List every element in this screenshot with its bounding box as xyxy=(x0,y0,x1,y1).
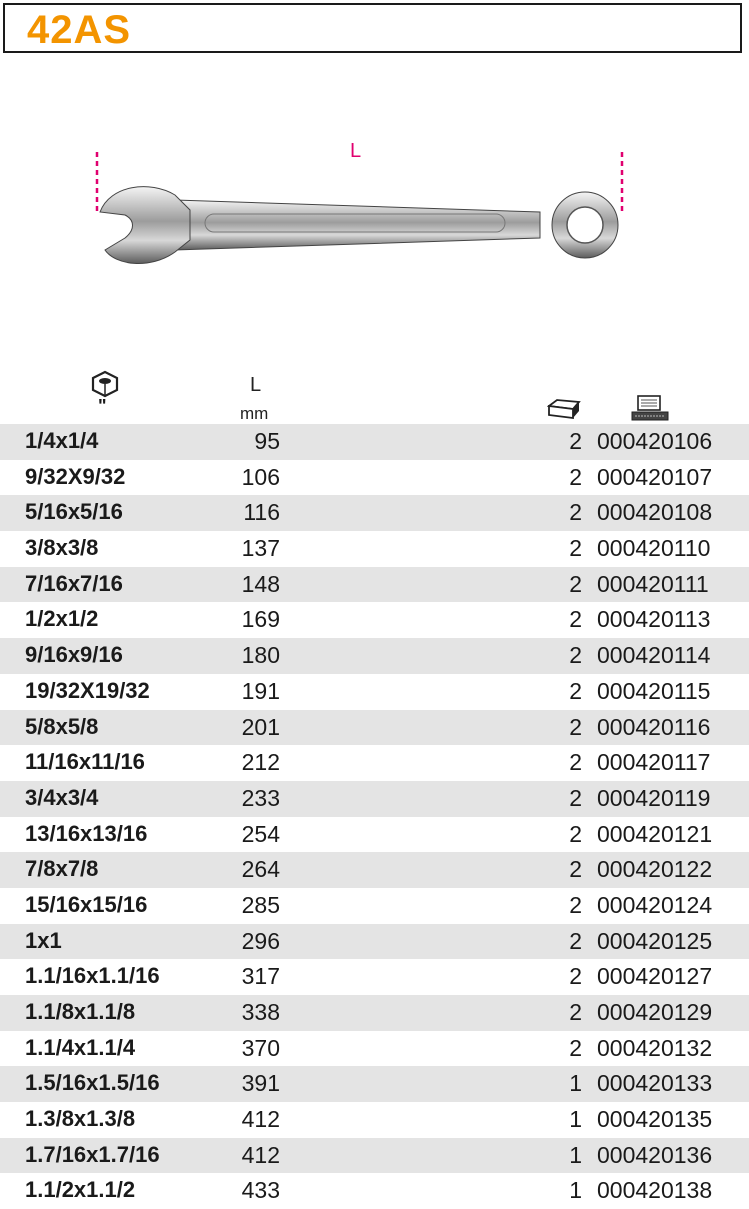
article-code-cell: 000420110 xyxy=(597,535,711,562)
quantity-cell: 2 xyxy=(569,642,582,669)
size-cell: 1.7/16x1.7/16 xyxy=(25,1141,160,1167)
quantity-cell: 2 xyxy=(569,535,582,562)
length-cell: 212 xyxy=(241,749,280,776)
article-code-cell: 000420113 xyxy=(597,606,711,633)
length-cell: 148 xyxy=(241,570,280,597)
size-cell: 1x1 xyxy=(25,927,62,953)
article-code-cell: 000420108 xyxy=(597,499,713,526)
article-code-cell: 000420132 xyxy=(597,1034,713,1061)
size-cell: 1/2x1/2 xyxy=(25,606,99,632)
quantity-cell: 2 xyxy=(569,570,582,597)
table-row xyxy=(0,531,749,567)
article-code-cell: 000420125 xyxy=(597,927,713,954)
size-cell: 1.1/4x1.1/4 xyxy=(25,1034,136,1060)
length-cell: 285 xyxy=(241,891,280,918)
table-row xyxy=(0,710,749,746)
table-row xyxy=(0,567,749,603)
quantity-cell: 2 xyxy=(569,927,582,954)
table-row xyxy=(0,638,749,674)
article-code-cell: 000420133 xyxy=(597,1070,713,1097)
length-cell: 201 xyxy=(241,713,280,740)
article-code-cell: 000420136 xyxy=(597,1141,713,1168)
table-row xyxy=(0,995,749,1031)
table-row xyxy=(0,959,749,995)
length-cell: 116 xyxy=(243,499,280,526)
size-cell: 1/4x1/4 xyxy=(25,428,99,453)
quantity-cell: 1 xyxy=(569,1106,582,1133)
size-cell: 9/16x9/16 xyxy=(25,642,123,668)
length-cell: 169 xyxy=(241,606,280,633)
table-row xyxy=(0,1138,749,1174)
quantity-cell: 2 xyxy=(569,999,582,1025)
quantity-cell: 2 xyxy=(569,963,582,990)
product-table xyxy=(0,424,749,1209)
length-cell: 95 xyxy=(254,428,280,454)
table-row xyxy=(0,495,749,531)
size-cell: 1.3/8x1.3/8 xyxy=(25,1106,136,1132)
length-cell: 106 xyxy=(241,463,280,490)
page-title: 42AS xyxy=(27,8,132,52)
length-cell: 338 xyxy=(241,999,280,1025)
wrench-handle xyxy=(175,200,540,250)
quantity-cell: 1 xyxy=(569,1177,582,1204)
length-cell: 180 xyxy=(241,642,280,669)
article-code-cell: 000420117 xyxy=(597,749,711,776)
size-cell: 7/8x7/8 xyxy=(25,856,99,882)
article-code-cell: 000420121 xyxy=(597,820,713,847)
table-row xyxy=(0,924,749,960)
table-row xyxy=(0,674,749,710)
size-cell: 5/16x5/16 xyxy=(25,499,123,525)
length-cell: 412 xyxy=(241,1106,280,1133)
package-box-icon xyxy=(547,398,581,420)
table-row xyxy=(0,460,749,496)
size-cell: 1.1/16x1.1/16 xyxy=(25,963,160,989)
table-row xyxy=(0,817,749,853)
table-row xyxy=(0,745,749,781)
table-row xyxy=(0,424,749,460)
title-bar xyxy=(3,3,742,53)
article-code-cell: 000420115 xyxy=(597,677,711,704)
size-cell: 9/32X9/32 xyxy=(25,463,126,489)
length-cell: 391 xyxy=(241,1070,280,1097)
article-code-cell: 000420135 xyxy=(597,1106,713,1133)
article-code-cell: 000420129 xyxy=(597,999,713,1025)
wrench-open-end xyxy=(100,187,190,264)
dimension-label: L xyxy=(350,140,362,162)
article-code-cell: 000420127 xyxy=(597,963,713,990)
table-row xyxy=(0,1173,749,1209)
length-cell: 412 xyxy=(241,1141,280,1168)
table-row xyxy=(0,781,749,817)
computer-terminal-icon xyxy=(630,394,670,422)
table-row xyxy=(0,602,749,638)
size-cell: 11/16x11/16 xyxy=(25,749,145,775)
size-cell: 1.1/8x1.1/8 xyxy=(25,999,136,1024)
article-code-cell: 000420114 xyxy=(597,642,711,669)
length-cell: 317 xyxy=(241,963,280,990)
table-row xyxy=(0,1066,749,1102)
article-code-cell: 000420111 xyxy=(597,570,709,597)
article-code-cell: 000420122 xyxy=(597,856,713,883)
length-cell: 137 xyxy=(241,535,280,562)
quantity-cell: 2 xyxy=(569,820,582,847)
length-cell: 264 xyxy=(241,856,280,883)
article-code-cell: 000420124 xyxy=(597,891,713,918)
article-code-cell: 000420106 xyxy=(597,428,713,454)
quantity-cell: 1 xyxy=(569,1141,582,1168)
table-row xyxy=(0,1031,749,1067)
size-cell: 13/16x13/16 xyxy=(25,820,148,846)
table-row xyxy=(0,1102,749,1138)
article-code-cell: 000420107 xyxy=(597,463,713,490)
quantity-cell: 2 xyxy=(569,713,582,740)
length-cell: 433 xyxy=(241,1177,280,1204)
quantity-cell: 2 xyxy=(569,499,582,526)
length-cell: 191 xyxy=(241,677,280,704)
length-cell: 254 xyxy=(241,820,280,847)
size-cell: 1.5/16x1.5/16 xyxy=(25,1070,160,1096)
size-cell: 7/16x7/16 xyxy=(25,570,123,596)
size-cell: 1.1/2x1.1/2 xyxy=(25,1177,136,1203)
size-cell: 3/4x3/4 xyxy=(25,784,99,810)
quantity-cell: 2 xyxy=(569,749,582,776)
quantity-cell: 2 xyxy=(569,784,582,811)
size-cell: 5/8x5/8 xyxy=(25,713,99,739)
size-unit-label: " xyxy=(98,396,107,416)
article-code-cell: 000420119 xyxy=(597,784,711,811)
quantity-cell: 2 xyxy=(569,891,582,918)
size-cell: 15/16x15/16 xyxy=(25,891,148,917)
quantity-cell: 2 xyxy=(569,1034,582,1061)
quantity-cell: 2 xyxy=(569,856,582,883)
length-cell: 296 xyxy=(241,927,280,954)
article-code-cell: 000420138 xyxy=(597,1177,713,1204)
length-unit: mm xyxy=(240,404,269,423)
article-code-cell: 000420116 xyxy=(597,713,711,740)
quantity-cell: 1 xyxy=(569,1070,582,1097)
quantity-cell: 2 xyxy=(569,428,582,454)
quantity-cell: 2 xyxy=(569,606,582,633)
size-cell: 3/8x3/8 xyxy=(25,535,99,561)
length-cell: 233 xyxy=(241,784,280,811)
quantity-cell: 2 xyxy=(569,677,582,704)
table-row xyxy=(0,888,749,924)
size-cell: 19/32X19/32 xyxy=(25,677,150,703)
quantity-cell: 2 xyxy=(569,463,582,490)
length-cell: 370 xyxy=(241,1034,280,1061)
table-row xyxy=(0,852,749,888)
length-header: L xyxy=(250,374,262,396)
